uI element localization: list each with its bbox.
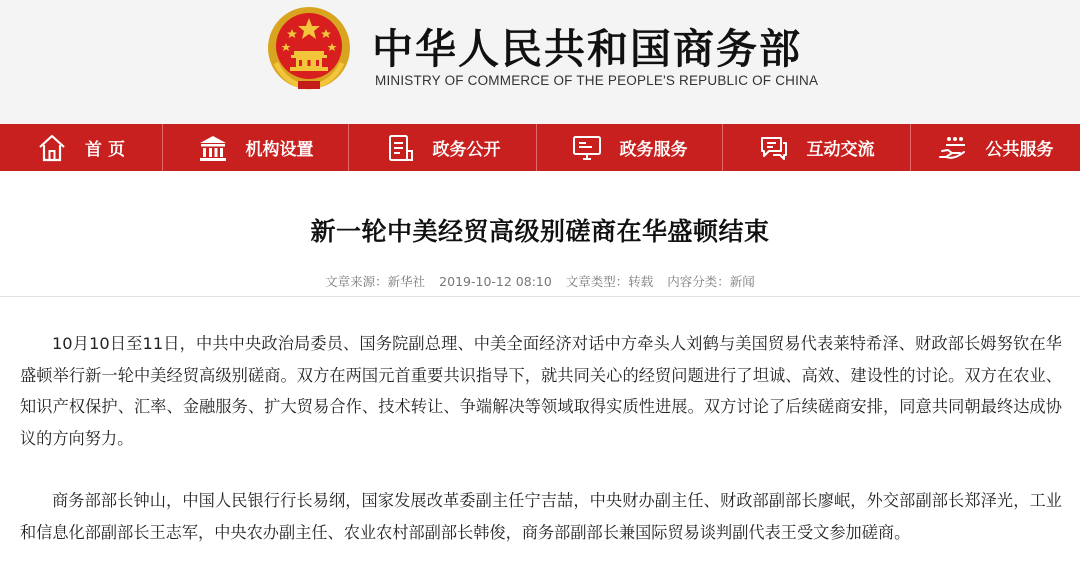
article-body <box>20 328 1062 548</box>
building-icon <box>198 133 228 163</box>
nav-item-label: 政务公开 <box>432 140 501 160</box>
nav-item-gov-services[interactable] <box>537 124 723 171</box>
nav-item-home[interactable] <box>0 124 163 171</box>
article-category: 内容分类：新闻 <box>667 274 755 289</box>
nav-item-interaction[interactable] <box>723 124 911 171</box>
nav-item-label: 机构设置 <box>245 140 314 160</box>
document-icon <box>385 133 415 163</box>
site-header <box>0 0 1080 124</box>
site-subtitle: MINISTRY OF COMMERCE OF THE PEOPLE'S REPUBLIC OF CHINA <box>375 73 819 88</box>
nav-item-label: 互动交流 <box>806 140 875 160</box>
article-type: 文章类型：转载 <box>565 274 654 289</box>
main-nav <box>0 124 1080 171</box>
chat-icon <box>759 133 789 163</box>
nav-item-government-affairs[interactable] <box>349 124 537 171</box>
article-title: 新一轮中美经贸高级别磋商在华盛顿结束 <box>310 217 770 246</box>
article-paragraph: 10月10日至11日，中共中央政治局委员、国务院副总理、中美全面经济对话中方牵头人刘鹤与美国贸易代表莱特希泽、财政部长姆努钦在华盛顿举行新一轮中美经贸高级别磋商。双方在两国元首重要共识指导下，就共同关心的经贸问题进行了坦诚、高效、建设性的讨论。双方在农业、知识产权保护、汇率、金融服务、扩大贸易合作、技术转让、争端解决等领域取得实质性进展。双方讨论了后续磋商安排，同意共同朝最终达成协议的方向努力。 <box>20 334 1062 448</box>
nav-item-label: 政务服务 <box>619 140 688 160</box>
nav-item-label: 首 页 <box>85 140 125 160</box>
nav-item-label: 公共服务 <box>985 140 1054 160</box>
site-title: 中华人民共和国商务部 <box>372 25 802 73</box>
article-datetime: 2019-10-12 08:10 <box>439 274 552 289</box>
article-source: 文章来源：新华社 <box>325 274 426 289</box>
article-meta <box>0 272 1080 290</box>
article-paragraph: 商务部部长钟山，中国人民银行行长易纲，国家发展改革委副主任宁吉喆，中央财办副主任、财政部副部长廖岷，外交部副部长郑泽光，工业和信息化部副部长王志军，中央农办副主任、农业农村部副部长韩俊，商务部副部长兼国际贸易谈判副代表王受文参加磋商。 <box>20 491 1062 542</box>
monitor-icon <box>572 133 602 163</box>
hand-service-icon <box>938 133 968 163</box>
nav-item-organization[interactable] <box>163 124 349 171</box>
nav-item-public-services[interactable] <box>911 124 1080 171</box>
national-emblem-icon[interactable] <box>266 5 352 91</box>
home-icon <box>37 133 67 163</box>
divider <box>0 296 1080 297</box>
